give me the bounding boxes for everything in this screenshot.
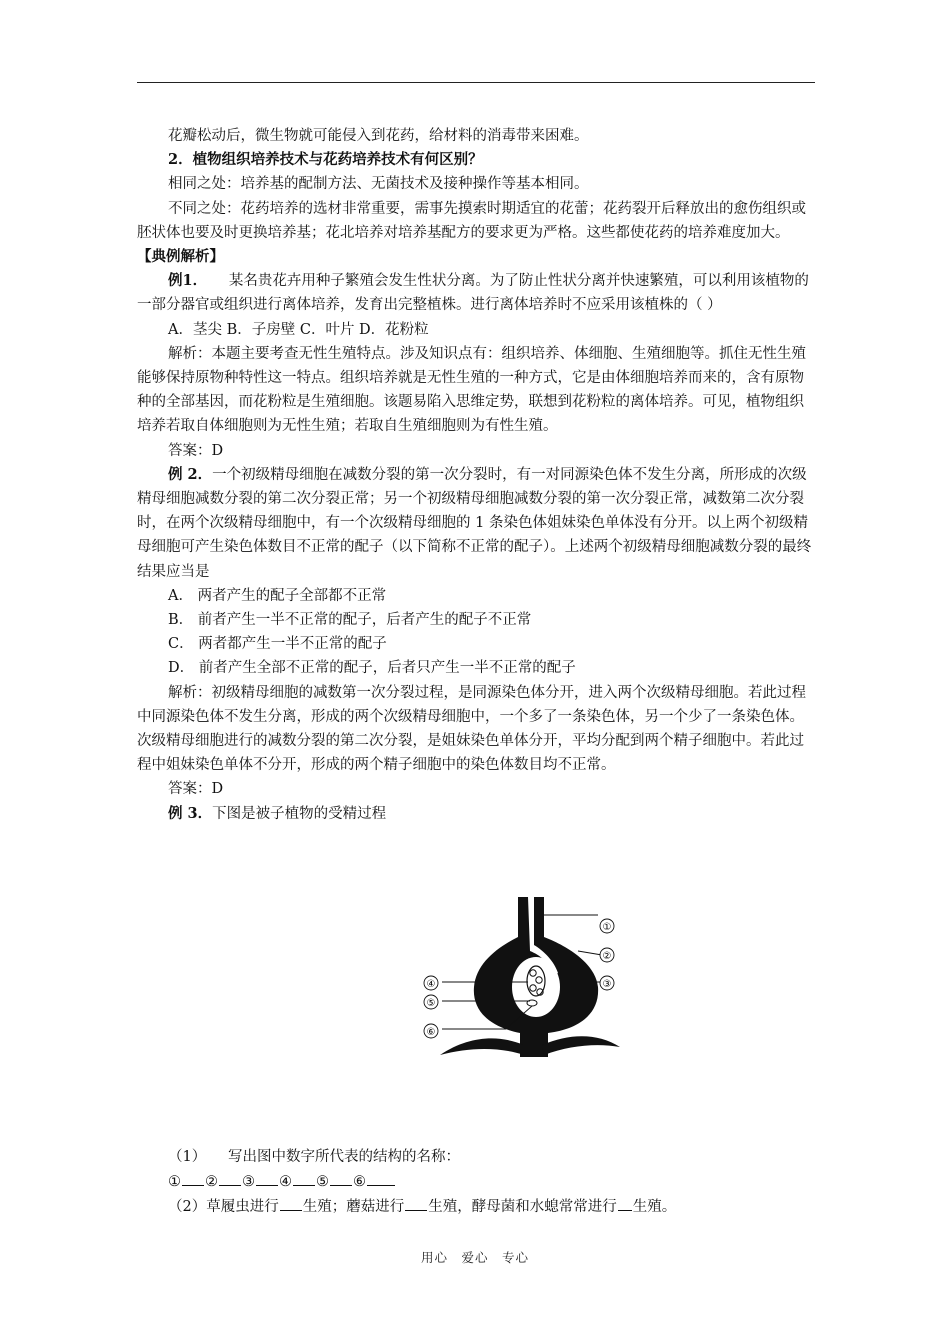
answer-blank[interactable] xyxy=(618,1194,632,1211)
answer: 答案：D xyxy=(168,781,224,798)
question-text: 生殖；蘑菇进行 xyxy=(302,1199,405,1216)
page-footer: 用心 爱心 专心 xyxy=(420,1250,529,1265)
blank-label: ⑥ xyxy=(353,1174,366,1191)
label-1: ① xyxy=(602,922,612,933)
blank-label: ③ xyxy=(242,1174,255,1191)
question-area xyxy=(137,1145,815,1220)
fill-blanks-row xyxy=(137,1169,815,1194)
option-d: D． 前者产生全部不正常的配子，后者只产生一半不正常的配子 xyxy=(168,660,576,677)
label-5: ⑤ xyxy=(426,998,436,1009)
answer-blank[interactable] xyxy=(219,1169,241,1186)
option-a: A． 两者产生的配子全部都不正常 xyxy=(168,587,387,604)
example-2 xyxy=(137,463,815,584)
base-left xyxy=(440,1038,524,1055)
paragraph: 相同之处：培养基的配制方法、无菌技术及接种操作等基本相同。 xyxy=(168,176,589,193)
example-3 xyxy=(137,802,815,826)
answer-blank[interactable] xyxy=(256,1169,278,1186)
answer: 答案：D xyxy=(168,442,224,459)
question-text: 写出图中数字所代表的结构的名称： xyxy=(227,1149,460,1165)
example-label: 例 3． xyxy=(168,804,213,822)
document-body xyxy=(137,124,815,826)
leader-line xyxy=(578,951,602,955)
question-text: 生殖，酵母菌和水螅常常进行 xyxy=(428,1199,617,1216)
blank-label: ② xyxy=(205,1174,218,1191)
header-rule xyxy=(137,82,815,83)
answer-blank[interactable] xyxy=(367,1169,395,1186)
question-heading: 2．植物组织培养技术与花药培养技术有何区别？ xyxy=(168,151,483,169)
label-3: ③ xyxy=(602,979,612,990)
paragraph: 花瓣松动后，微生物就可能侵入到花药，给材料的消毒带来困难。 xyxy=(168,128,589,144)
base-right xyxy=(542,1036,620,1055)
question-1 xyxy=(137,1145,815,1169)
example-1 xyxy=(137,269,815,317)
label-6: ⑥ xyxy=(426,1027,436,1038)
label-4: ④ xyxy=(426,979,436,990)
question-text: 生殖。 xyxy=(632,1199,677,1216)
blank-label: ① xyxy=(168,1174,181,1191)
analysis: 解析：本题主要考查无性生殖特点。涉及知识点有：组织培养、体细胞、生殖细胞等。抓住无性生殖能够保持原物种特性这一特点。组织培养就是无性生殖的一种方式，它是由体细胞培养而来的，含有原物种的全部基因，而花粉粒是生殖细胞。该题易陷入思维定势，联想到花粉粒的离体培养。可见，植物组织培养若取自体细胞则为无性生殖；若取自生殖细胞则为有性生殖。 xyxy=(137,345,806,435)
fertilization-diagram xyxy=(420,895,630,1065)
blank-label: ④ xyxy=(279,1174,292,1191)
paragraph: 不同之处：花药培养的选材非常重要，需事先摸索时期适宜的花蕾；花药裂开后释放出的愈伤组织或胚状体也要及时更换培养基；花北培养对培养基配方的要求更为严格。这些都使花药的培养难度加大。 xyxy=(137,200,806,241)
section-heading: 【典例解析】 xyxy=(137,248,224,266)
option-c: C． 两者都产生一半不正常的配子 xyxy=(168,636,387,653)
option-b: B． 前者产生一半不正常的配子，后者产生的配子不正常 xyxy=(168,612,532,629)
question-text: （2）草履虫进行 xyxy=(168,1199,279,1216)
answer-blank[interactable] xyxy=(405,1194,427,1211)
example-label: 例 2． xyxy=(168,465,213,483)
analysis: 解析：初级精母细胞的减数第一次分裂过程，是同源染色体分开，进入两个次级精母细胞。若此过程中同源染色体不发生分离，形成的两个次级精母细胞中，一个多了一条染色体，另一个少了一条染色体。次级精母细胞进行的减数分裂的第二次分裂，是姐妹染色单体分开，平均分配到两个精子细胞中。若此过程中姐妹染色单体不分开，形成的两个精子细胞中的染色体数目均不正常。 xyxy=(137,684,806,774)
example-label: 例1． xyxy=(168,272,200,290)
example-text: 某名贵花卉用种子繁殖会发生性状分离。为了防止性状分离并快速繁殖，可以利用该植物的一部分器官或组织进行离体培养，发育出完整植株。进行离体培养时不应采用该植株的（ ） xyxy=(137,273,809,314)
blank-label: ⑤ xyxy=(316,1174,329,1191)
answer-blank[interactable] xyxy=(293,1169,315,1186)
answer-blank[interactable] xyxy=(182,1169,204,1186)
question-2 xyxy=(137,1194,815,1219)
example-text: 下图是被子植物的受精过程 xyxy=(212,805,387,822)
question-number: （1） xyxy=(168,1149,199,1165)
example-text: 一个初级精母细胞在减数分裂的第一次分裂时，有一对同源染色体不发生分离，所形成的次级精母细胞减数分裂的第二次分裂正常；另一个初级精母细胞减数分裂的第一次分裂正常，减数第二次分裂时，在两个次级精母细胞中，有一个次级精母细胞的 1 条染色体姐妹染色单体没有分开。以上两个初级精母细胞可产生染色体数目不正常的配子（以下简称不正常的配子）。上述两个初级精母细胞减数分裂的最终结果应当是 xyxy=(137,466,812,580)
answer-blank[interactable] xyxy=(280,1194,302,1211)
label-2: ② xyxy=(602,951,612,962)
example-options: A．茎尖 B．子房壁 C．叶片 D．花粉粒 xyxy=(168,321,429,338)
answer-blank[interactable] xyxy=(330,1169,352,1186)
